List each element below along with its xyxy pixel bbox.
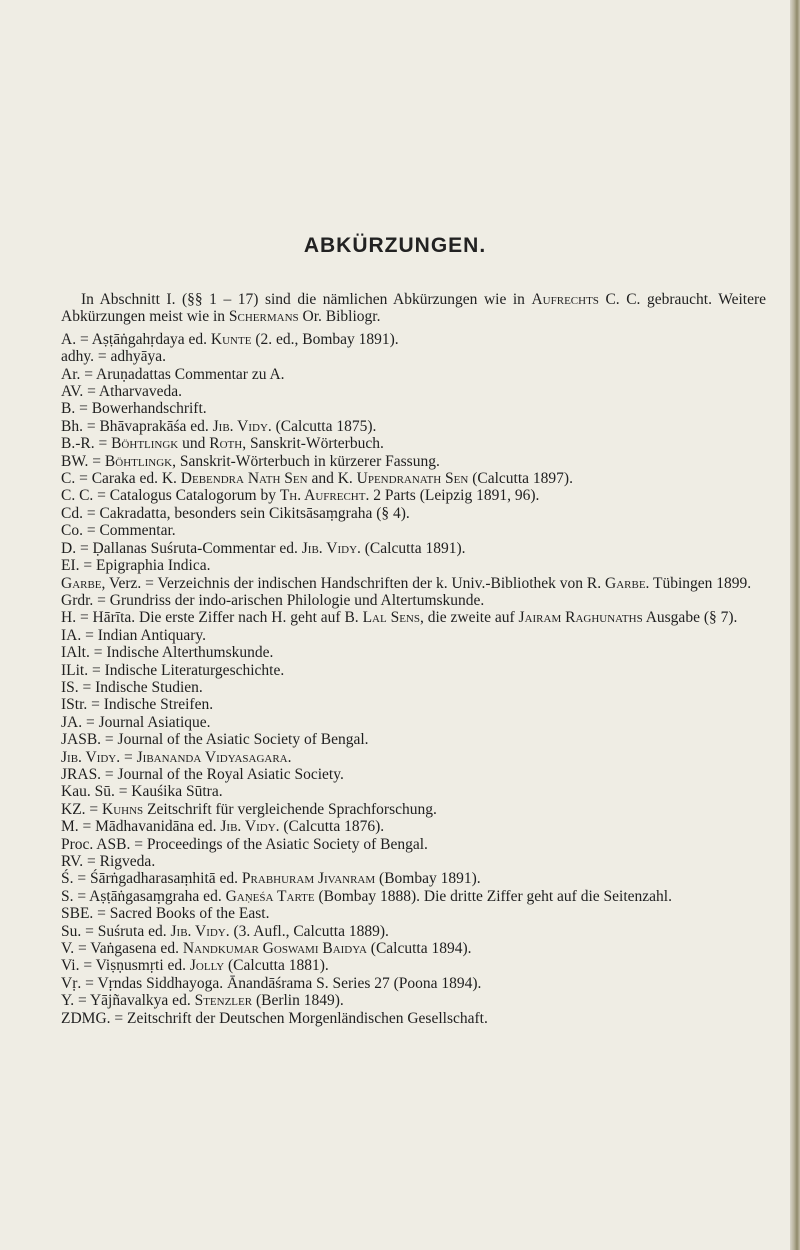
abbreviation-entry xyxy=(61,453,766,470)
abbreviation-entry xyxy=(61,557,766,574)
entry-text: (Calcutta 1891). xyxy=(360,539,466,557)
entry-text: IStr. = Indische Streifen. xyxy=(61,696,214,714)
abbreviation-entry xyxy=(61,957,766,974)
entry-text: IAlt. = Indische Alterthumskunde. xyxy=(61,644,274,662)
entry-text: , Verz. = Verzeichnis der indischen Handschriften der k. Univ.-Bibliothek von R. xyxy=(101,574,606,592)
abbreviation-entry xyxy=(61,888,766,905)
abbreviation-entry xyxy=(61,366,766,383)
abbreviation-entry xyxy=(61,992,766,1009)
entry-text: Zeitschrift für vergleichende Sprachforschung. xyxy=(143,800,437,818)
entry-author-name: Jib. Vidy. xyxy=(220,818,280,836)
abbreviation-entry xyxy=(61,418,766,435)
entry-text: RV. = Rigveda. xyxy=(61,853,156,870)
abbreviation-entry xyxy=(61,940,766,957)
entry-author-name: Nandkumar Goswami Baidya xyxy=(182,940,367,958)
abbreviation-entry xyxy=(61,348,766,365)
entry-text: (Calcutta 1897). xyxy=(468,470,573,488)
entry-text: Ar. = Aruṇadattas Commentar zu A. xyxy=(61,365,285,383)
entry-text: . Tübingen 1899. xyxy=(645,574,752,592)
abbreviation-list xyxy=(61,331,766,1027)
entry-text: . xyxy=(287,748,292,766)
entry-author-name: Jairam Raghunaths xyxy=(518,609,643,627)
entry-text: EI. = Epigraphia Indica. xyxy=(61,557,211,575)
entry-author-name: Garbe xyxy=(605,574,646,592)
abbreviation-entry xyxy=(61,836,766,853)
entry-text: Su. = Suśruta ed. xyxy=(61,922,171,940)
abbreviation-entry xyxy=(61,905,766,922)
entry-text: IS. = Indische Studien. xyxy=(61,678,203,696)
abbreviation-entry xyxy=(61,505,766,522)
intro-text-3: Or. Bibliogr. xyxy=(298,308,381,326)
abbreviation-entry xyxy=(61,470,766,487)
abbreviation-entry xyxy=(61,383,766,400)
abbreviation-entry xyxy=(61,766,766,783)
entry-text: Proc. ASB. = Proceedings of the Asiatic Society of Bengal. xyxy=(61,835,428,853)
page-title: ABKÜRZUNGEN. xyxy=(303,234,487,257)
abbreviation-entry xyxy=(61,783,766,800)
abbreviation-entry xyxy=(61,662,766,679)
entry-text: (3. Aufl., Calcutta 1889). xyxy=(229,922,389,940)
abbreviation-entry xyxy=(61,731,766,748)
abbreviation-entry xyxy=(61,853,766,870)
entry-text: BW. = xyxy=(61,452,105,470)
entry-text: (Bombay 1888). Die dritte Ziffer geht auf die Seitenzahl. xyxy=(314,887,672,905)
intro-author-1: Aufrechts xyxy=(531,291,599,308)
entry-author-name: Gaṇeśa Tarte xyxy=(225,887,315,905)
entry-author-name: Böhtlingk xyxy=(104,452,173,470)
entry-text: adhy. = adhyāya. xyxy=(61,348,167,366)
abbreviation-entry xyxy=(61,1010,766,1027)
entry-text: Y. = Yājñavalkya ed. xyxy=(61,992,195,1010)
entry-text: (Calcutta 1894). xyxy=(366,940,472,958)
entry-text: (Calcutta 1876). xyxy=(279,818,385,836)
entry-text: V. = Vaṅgasena ed. xyxy=(61,940,183,958)
entry-text: A. = Aṣṭāṅgahṛdaya ed. xyxy=(61,330,211,348)
intro-text-1: In Abschnitt I. (§§ 1 – 17) sind die nämlichen Abkürzungen wie in xyxy=(81,291,532,308)
entry-text: JA. = Journal Asiatique. xyxy=(61,713,211,731)
entry-text: Ś. = Śārṅgadharasaṃhitā ed. xyxy=(61,870,242,888)
entry-text: Vṛ. = Vṛndas Siddhayoga. Ānandāśrama S. Series 27 (Poona 1894). xyxy=(61,974,482,992)
abbreviation-entry xyxy=(61,749,766,766)
entry-author-name: Lal Sens xyxy=(362,609,420,627)
entry-author-name: Jib. Vidy. xyxy=(301,539,361,557)
abbreviation-entry xyxy=(61,592,766,609)
entry-text: and xyxy=(307,470,338,488)
entry-text: SBE. = Sacred Books of the East. xyxy=(61,905,270,923)
entry-text: Vi. = Viṣṇusmṛti ed. xyxy=(61,957,190,975)
entry-text: JRAS. = Journal of the Royal Asiatic Society. xyxy=(61,765,344,783)
entry-text: Co. = Commentar. xyxy=(61,522,176,540)
entry-author-name: Jib. Vidy. xyxy=(61,748,121,766)
entry-text: S. = Aṣṭāṅgasaṃgraha ed. xyxy=(61,887,226,905)
abbreviation-entry xyxy=(61,714,766,731)
abbreviation-entry xyxy=(61,435,766,452)
entry-text: (Bombay 1891). xyxy=(375,870,481,888)
abbreviation-entry xyxy=(61,487,766,504)
entry-text: KZ. = xyxy=(61,800,103,818)
entry-text: = xyxy=(120,748,137,766)
entry-text: C. = Caraka ed. xyxy=(61,470,162,488)
entry-text: und xyxy=(178,435,210,453)
intro-text-2: C. C. gebraucht. Weitere Abkürzungen meist wie in xyxy=(61,291,767,326)
entry-author-name: Roth xyxy=(209,435,243,453)
abbreviations-body xyxy=(61,291,766,1027)
entry-author-name: K. Debendra Nath Sen xyxy=(161,470,308,488)
abbreviation-entry xyxy=(61,540,766,557)
entry-text: (Calcutta 1875). xyxy=(271,417,377,435)
abbreviation-entry xyxy=(61,818,766,835)
abbreviation-entry xyxy=(61,923,766,940)
entry-text: ILit. = Indische Literaturgeschichte. xyxy=(61,661,285,679)
entry-author-name: Prabhuram Jivanram xyxy=(241,870,376,888)
abbreviation-entry xyxy=(61,575,766,592)
entry-text: Bh. = Bhāvaprakāśa ed. xyxy=(61,417,213,435)
entry-author-name: Garbe xyxy=(61,574,102,592)
entry-text: Grdr. = Grundriss der indo-arischen Philologie und Altertumskunde. xyxy=(61,591,485,609)
abbreviation-entry xyxy=(61,400,766,417)
abbreviation-entry xyxy=(61,801,766,818)
entry-author-name: K. Upendranath Sen xyxy=(337,470,469,488)
entry-text: IA. = Indian Antiquary. xyxy=(61,626,207,644)
entry-text: C. C. = Catalogus Catalogorum by xyxy=(61,487,280,505)
entry-text: D. = Ḍallanas Suśruta-Commentar ed. xyxy=(61,539,302,557)
entry-author-name: Kunte xyxy=(210,330,252,348)
abbreviation-entry xyxy=(61,522,766,539)
abbreviation-entry xyxy=(61,644,766,661)
entry-author-name: Th. Aufrecht xyxy=(279,487,366,505)
entry-text: (2. ed., Bombay 1891). xyxy=(251,330,399,348)
entry-author-name: Böhtlingk xyxy=(111,435,179,453)
entry-text: . 2 Parts (Leipzig 1891, 96). xyxy=(365,487,540,505)
entry-author-name: Jibananda Vidyasagara xyxy=(136,748,288,766)
abbreviation-entry xyxy=(61,696,766,713)
entry-text: , Sanskrit-Wörterbuch. xyxy=(242,435,384,453)
entry-author-name: Stenzler xyxy=(194,992,253,1010)
entry-text: Cd. = Cakradatta, besonders sein Cikitsāsaṃgraha (§ 4). xyxy=(61,504,410,522)
abbreviation-entry xyxy=(61,609,766,626)
abbreviation-entry xyxy=(61,975,766,992)
book-binding-edge xyxy=(790,0,800,1250)
entry-text: B.-R. = xyxy=(61,435,112,453)
intro-author-2: Schermans xyxy=(228,308,299,326)
entry-text: ZDMG. = Zeitschrift der Deutschen Morgenländischen Gesellschaft. xyxy=(61,1009,488,1027)
intro-paragraph xyxy=(61,291,766,326)
entry-text: Ausgabe (§ 7). xyxy=(642,609,738,627)
entry-author-name: Kuhns xyxy=(102,800,144,818)
entry-text: H. = Hārīta. Die erste Ziffer nach H. geht auf B. xyxy=(61,609,363,627)
entry-text: JASB. = Journal of the Asiatic Society of Bengal. xyxy=(61,731,369,749)
abbreviation-entry xyxy=(61,870,766,887)
entry-text: (Berlin 1849). xyxy=(252,992,344,1010)
abbreviation-entry xyxy=(61,679,766,696)
entry-text: B. = Bowerhandschrift. xyxy=(61,400,207,418)
entry-author-name: Jolly xyxy=(189,957,225,975)
entry-text: M. = Mādhavanidāna ed. xyxy=(61,818,221,836)
abbreviation-entry xyxy=(61,627,766,644)
entry-text: , die zweite auf xyxy=(419,609,519,627)
entry-author-name: Jib. Vidy. xyxy=(212,417,272,435)
entry-text: Kau. Sū. = Kauśika Sūtra. xyxy=(61,783,223,801)
entry-text: , Sanskrit-Wörterbuch in kürzerer Fassung. xyxy=(172,452,440,470)
entry-text: AV. = Atharvaveda. xyxy=(61,383,182,401)
abbreviation-entry xyxy=(61,331,766,348)
entry-author-name: Jib. Vidy. xyxy=(170,922,230,940)
entry-text: (Calcutta 1881). xyxy=(224,957,329,975)
